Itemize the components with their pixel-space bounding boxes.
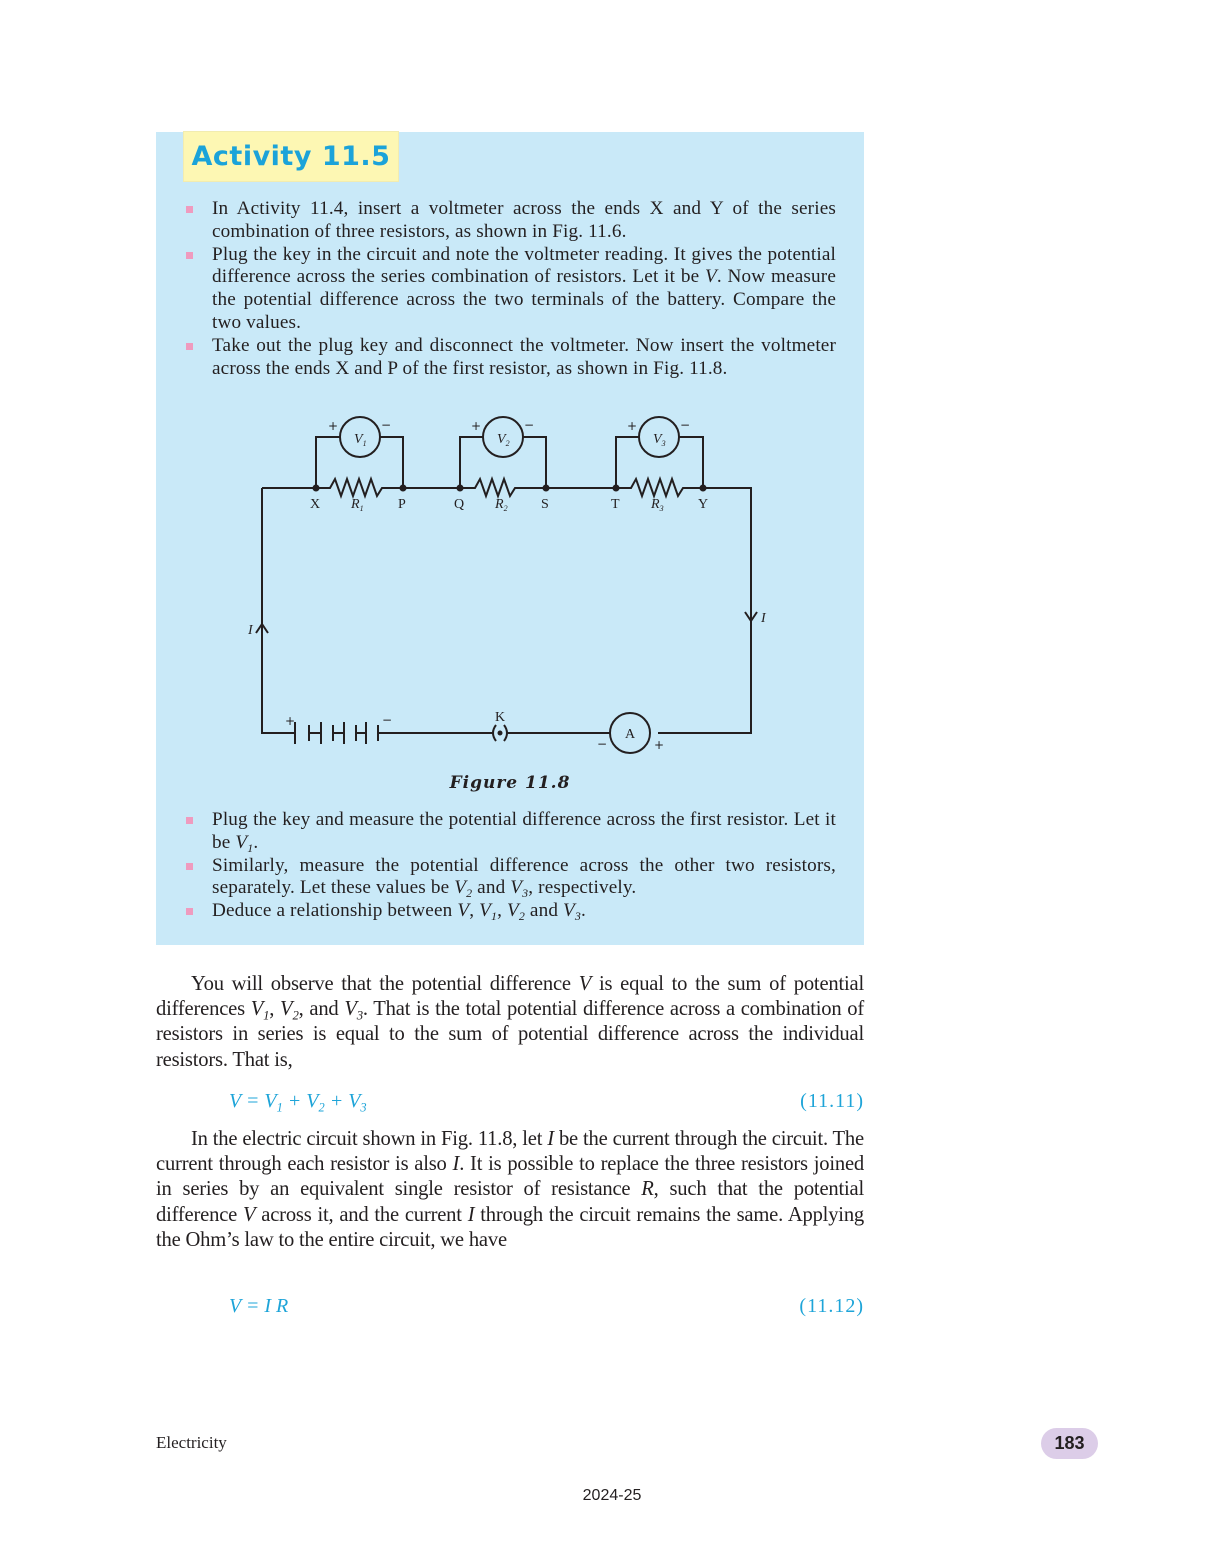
svg-text:Y: Y (698, 497, 709, 512)
svg-text:V1: $V_1$ (354, 432, 367, 448)
activity-step: In Activity 11.4, insert a voltmeter across the ends X and Y of the series combination of three resistors, as shown in Fig. 11.6. (184, 198, 836, 244)
svg-text:+: + (328, 419, 339, 433)
figure-caption: Figure 11.8 (449, 773, 571, 793)
equation-expression: $V = V_1 + V_2 + V_3$ (229, 1090, 367, 1115)
activity-title-box (184, 132, 398, 181)
svg-text:+: + (654, 738, 665, 752)
wire-right (658, 488, 751, 733)
equation-11-11 (156, 1090, 864, 1116)
svg-text:−: − (381, 418, 392, 432)
activity-steps-top (184, 198, 836, 380)
svg-text:R3: $R_3$ (651, 497, 664, 513)
svg-text:+: + (627, 419, 638, 433)
resistor-r2-symbol (460, 479, 546, 496)
key-plug-dot (498, 731, 503, 736)
key-left-bracket (493, 725, 496, 741)
svg-text:R2: $R_2$ (495, 497, 508, 513)
wire-left (262, 488, 295, 733)
footer-year: 2024-25 (582, 1487, 642, 1504)
resistor-r3-symbol (616, 479, 703, 496)
key-right-bracket (504, 725, 507, 741)
svg-text:V3: $V_3$ (653, 432, 666, 448)
body-paragraph-2: In the electric circuit shown in Fig. 11.8, let I be the current through the circuit. The current through each resistor is also I. It is possible to replace the three resistors joined in series by an equivalent single resistor of resistance R, such that the potential difference V across it, and the current I through the circuit remains the same. Applying the Ohm’s law to the entire circuit, we have (156, 1128, 865, 1251)
equation-number: (11.11) (800, 1090, 864, 1112)
resistor-r1-symbol (316, 479, 403, 496)
page-number-badge (1041, 1428, 1098, 1459)
svg-text:K: K (495, 710, 506, 725)
activity-step: Similarly, measure the potential difference across the other two resistors, separately. Let these values be $V_2$ and $V_3$, respectively. (184, 855, 836, 901)
svg-text:−: − (382, 713, 393, 727)
svg-text:I: I (248, 623, 253, 638)
circuit-diagram (240, 405, 780, 765)
activity-step: Plug the key in the circuit and note the voltmeter reading. It gives the potential difference across the series combination of resistors. Let it be V. Now measure the potential difference across the two terminals of the battery. Compare the two values. (184, 244, 836, 335)
equation-expression: V = I R (229, 1295, 289, 1317)
svg-text:A: A (625, 727, 636, 742)
footer-chapter-name: Electricity (156, 1433, 227, 1452)
activity-step: Plug the key and measure the potential difference across the first resistor. Let it be $V_1$. (184, 809, 836, 855)
svg-text:I: I (761, 611, 766, 626)
svg-text:X: X (310, 497, 321, 512)
svg-text:V2: $V_2$ (497, 432, 510, 448)
svg-text:−: − (680, 418, 691, 432)
svg-text:R1: $R_1$ (351, 497, 364, 513)
activity-step: Take out the plug key and disconnect the voltmeter. Now insert the voltmeter across the ends X and P of the first resistor, as shown in Fig. 11.8. (184, 335, 836, 381)
svg-text:+: + (471, 419, 482, 433)
svg-text:P: P (398, 497, 406, 512)
svg-text:−: − (597, 737, 608, 751)
svg-text:S: S (541, 497, 549, 512)
equation-number: (11.12) (799, 1295, 864, 1317)
activity-step: Deduce a relationship between V, $V_1$, $V_2$ and $V_3$. (184, 900, 836, 923)
svg-text:−: − (524, 418, 535, 432)
equation-11-12 (156, 1295, 864, 1321)
page-number: 183 (1054, 1433, 1085, 1453)
activity-steps-bottom (184, 809, 836, 923)
svg-text:Q: Q (454, 497, 465, 512)
svg-text:+: + (285, 714, 296, 728)
svg-text:T: T (611, 497, 620, 512)
activity-title: Activity 11.5 (191, 141, 391, 172)
body-paragraph-1: You will observe that the potential difference V is equal to the sum of potential differences $V_1$, $V_2$, and $V_3$. That is the total potential difference across a combination of resistors in series is equal to the sum of potential difference across the individual resistors. That is, (156, 973, 865, 1071)
